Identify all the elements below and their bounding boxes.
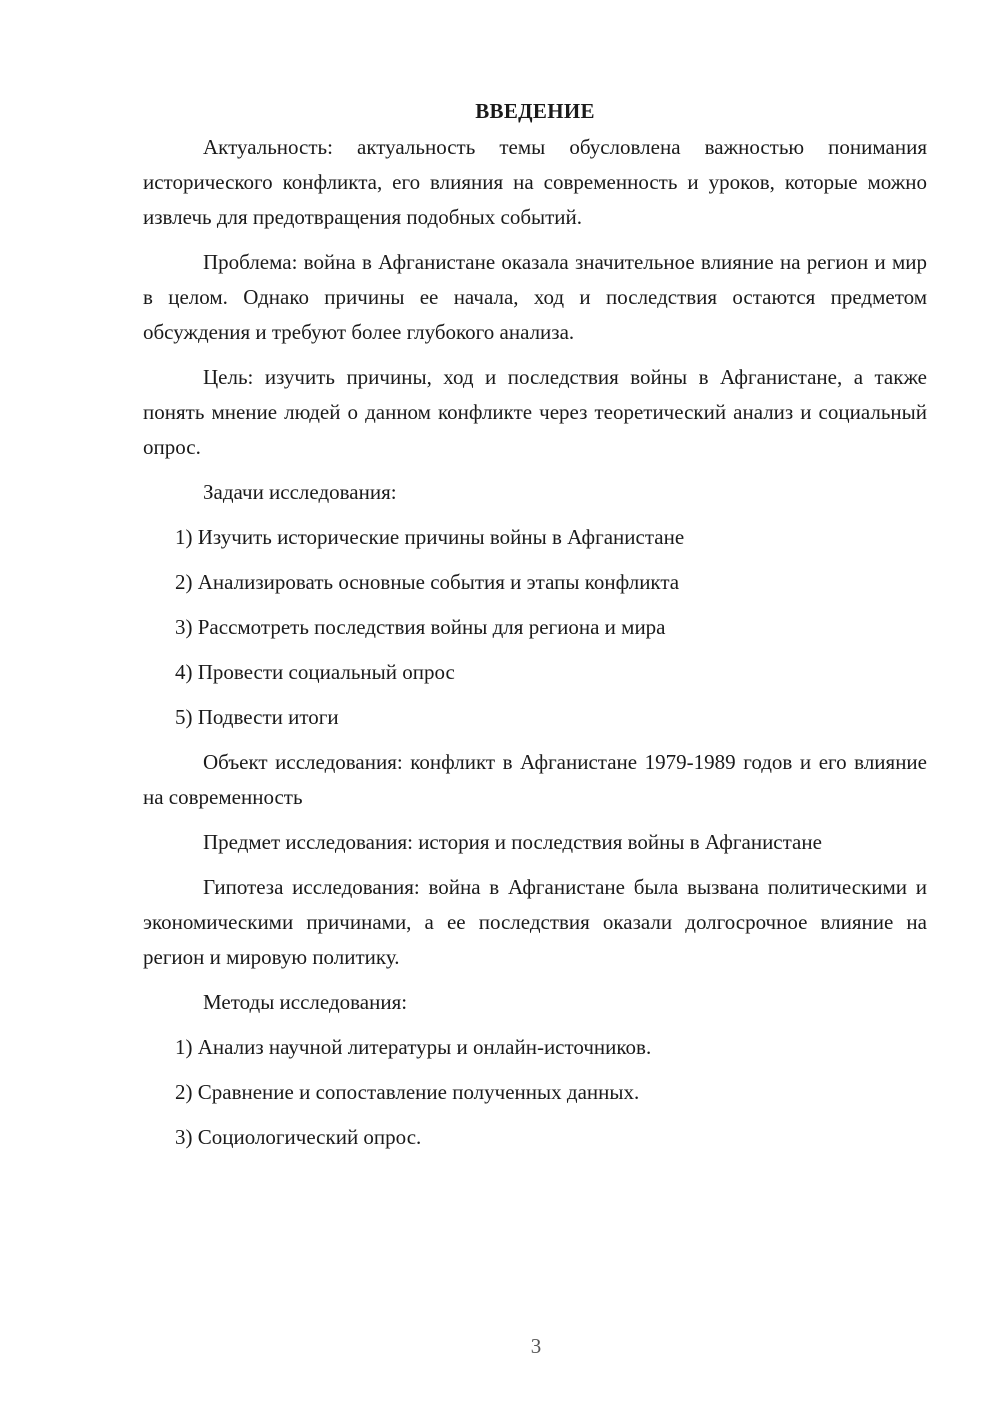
methods-title: Методы исследования: (203, 990, 408, 1014)
method-item: 1) Анализ научной литературы и онлайн-источников. (175, 1035, 652, 1059)
relevance-paragraph: Актуальность: актуальность темы обусловлена важностью понимания исторического конфликта, его влияния на современность и уроков, которые можно извлечь для предотвращения подобных событий. (143, 135, 927, 229)
hypothesis-paragraph: Гипотеза исследования: война в Афганистане была вызвана политическими и экономическими причинами, а ее последствия оказали долгосрочное влияние на регион и мировую политику. (143, 875, 927, 969)
tasks-title: Задачи исследования: (203, 480, 397, 504)
object-paragraph: Объект исследования: конфликт в Афганистане 1979-1989 годов и его влияние на современность (143, 750, 927, 809)
subject-paragraph: Предмет исследования: история и последствия войны в Афганистане (203, 830, 822, 854)
method-item: 3) Социологический опрос. (175, 1125, 422, 1149)
task-item: 3) Рассмотреть последствия войны для региона и мира (175, 615, 666, 639)
goal-paragraph: Цель: изучить причины, ход и последствия войны в Афганистане, а также понять мнение людей о данном конфликте через теоретический анализ и социальный опрос. (143, 365, 927, 459)
page-content (143, 96, 927, 1165)
page-number: 3 (530, 1334, 542, 1358)
task-item: 4) Провести социальный опрос (175, 660, 455, 684)
task-item: 2) Анализировать основные события и этапы конфликта (175, 570, 680, 594)
method-item: 2) Сравнение и сопоставление полученных данных. (175, 1080, 640, 1104)
task-item: 5) Подвести итоги (175, 705, 339, 729)
section-heading: ВВЕДЕНИЕ (475, 99, 595, 123)
problem-paragraph: Проблема: война в Афганистане оказала значительное влияние на регион и мир в целом. Однако причины ее начала, ход и последствия остаются предметом обсуждения и требуют более глубокого анализа. (143, 250, 927, 344)
task-item: 1) Изучить исторические причины войны в Афганистане (175, 525, 685, 549)
